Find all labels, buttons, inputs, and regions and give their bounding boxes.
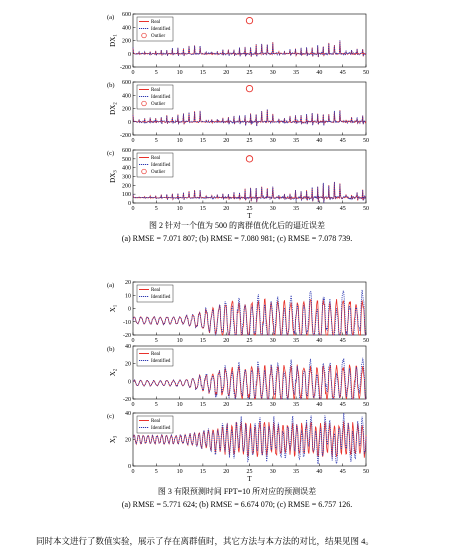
x-tick-label: 25 bbox=[246, 206, 253, 212]
x-tick-label: 25 bbox=[246, 70, 253, 76]
x-tick-label: 20 bbox=[223, 206, 230, 212]
y-axis-label: $X_2$ bbox=[109, 368, 119, 377]
body-paragraph: 同时本文进行了数值实验，展示了存在离群值时，其它方法与本方法的对比，结果见图 4。 bbox=[36, 536, 374, 546]
x-tick-label: 35 bbox=[293, 469, 300, 475]
y-axis-label: $X_1$ bbox=[109, 304, 119, 313]
x-tick-label: 40 bbox=[316, 338, 323, 344]
legend-label: Real bbox=[151, 20, 161, 25]
legend-label: Real bbox=[151, 156, 161, 161]
x-tick-label: 30 bbox=[269, 138, 276, 144]
x-tick-label: 45 bbox=[339, 469, 346, 475]
x-tick-label: 35 bbox=[293, 338, 300, 344]
fig3-caption-rmse: (a) RMSE = 5.771 624; (b) RMSE = 6.674 070; (c) RMSE = 6.757 126. bbox=[121, 500, 353, 509]
legend-label: Identified bbox=[151, 95, 171, 100]
x-tick-label: 35 bbox=[293, 402, 300, 408]
y-tick-label: 0 bbox=[128, 379, 131, 386]
x-tick-label: 15 bbox=[199, 206, 206, 212]
x-tick-label: 40 bbox=[316, 402, 323, 408]
x-tick-label: 30 bbox=[269, 469, 276, 475]
chart-panel-3 bbox=[107, 148, 369, 220]
x-tick-label: 50 bbox=[363, 70, 369, 76]
y-tick-label: 600 bbox=[122, 148, 131, 154]
panel-label: (c) bbox=[107, 413, 115, 420]
legend-label: Identified bbox=[151, 295, 171, 300]
x-tick-label: 25 bbox=[246, 469, 253, 475]
x-tick-label: 20 bbox=[223, 338, 230, 344]
x-tick-label: 30 bbox=[269, 338, 276, 344]
y-axis-label: $DX_3$ bbox=[109, 170, 119, 183]
legend-label: Identified bbox=[151, 359, 171, 364]
x-tick-label: 40 bbox=[316, 469, 323, 475]
x-tick-label: 25 bbox=[246, 138, 253, 144]
legend-label: Real bbox=[151, 88, 161, 93]
y-tick-label: 0 bbox=[128, 119, 131, 126]
x-tick-label: 25 bbox=[246, 402, 253, 408]
series-identified-line bbox=[133, 109, 366, 126]
x-tick-label: 5 bbox=[154, 70, 158, 76]
x-tick-label: 30 bbox=[269, 206, 276, 212]
y-axis-label: $X_3$ bbox=[109, 435, 119, 444]
chart-panel-6 bbox=[107, 411, 369, 483]
x-tick-label: 10 bbox=[176, 206, 183, 212]
y-axis-label: $DX_2$ bbox=[109, 102, 119, 115]
legend-label: Outlier bbox=[151, 34, 166, 39]
y-tick-label: 400 bbox=[122, 25, 131, 32]
legend-label: Real bbox=[151, 288, 161, 293]
x-tick-label: 5 bbox=[154, 402, 158, 408]
x-tick-label: 25 bbox=[246, 338, 253, 344]
outlier-marker bbox=[246, 156, 252, 162]
chart-panel-2 bbox=[107, 80, 369, 144]
y-tick-label: 200 bbox=[122, 106, 131, 113]
x-axis-label: T bbox=[247, 475, 252, 483]
x-tick-label: 0 bbox=[131, 338, 135, 344]
y-tick-label: 300 bbox=[122, 174, 131, 181]
y-tick-label: -20 bbox=[123, 333, 131, 339]
x-tick-label: 35 bbox=[293, 70, 300, 76]
x-tick-label: 5 bbox=[154, 338, 158, 344]
x-tick-label: 45 bbox=[339, 138, 346, 144]
fig2-caption-title: 图 2 针对一个值为 500 的离群值优化后的逼近误差 bbox=[149, 221, 325, 230]
x-tick-label: 0 bbox=[131, 138, 135, 144]
x-tick-label: 15 bbox=[199, 70, 206, 76]
y-tick-label: -200 bbox=[120, 65, 131, 71]
legend-label: Identified bbox=[151, 426, 171, 431]
y-tick-label: 200 bbox=[122, 38, 131, 45]
x-tick-label: 0 bbox=[131, 70, 135, 76]
panel-label: (a) bbox=[107, 282, 115, 289]
x-tick-label: 5 bbox=[154, 138, 158, 144]
x-tick-label: 10 bbox=[176, 138, 183, 144]
fig3-caption-title: 图 3 有限预测时间 FPT=10 所对应的预测误差 bbox=[157, 487, 317, 496]
x-tick-label: 35 bbox=[293, 138, 300, 144]
x-tick-label: 15 bbox=[199, 469, 206, 475]
x-tick-label: 50 bbox=[363, 469, 369, 475]
x-tick-label: 40 bbox=[316, 70, 323, 76]
y-tick-label: 20 bbox=[125, 361, 131, 368]
series-real-line bbox=[133, 110, 366, 126]
chart-panel-1 bbox=[107, 12, 369, 76]
legend-label: Identified bbox=[151, 163, 171, 168]
y-tick-label: 40 bbox=[125, 411, 131, 417]
x-tick-label: 5 bbox=[154, 206, 158, 212]
y-tick-label: 20 bbox=[125, 280, 131, 286]
chart-panel-4 bbox=[107, 280, 369, 344]
x-tick-label: 45 bbox=[339, 402, 346, 408]
legend-label: Outlier bbox=[151, 102, 166, 107]
x-tick-label: 0 bbox=[131, 402, 135, 408]
outlier-marker bbox=[246, 85, 252, 91]
y-tick-label: -20 bbox=[123, 397, 131, 403]
y-tick-label: 0 bbox=[128, 464, 131, 470]
y-tick-label: 20 bbox=[125, 437, 131, 444]
y-axis-label: $DX_1$ bbox=[109, 34, 119, 47]
y-tick-label: 200 bbox=[122, 183, 131, 190]
y-tick-label: 0 bbox=[128, 51, 131, 58]
x-tick-label: 50 bbox=[363, 338, 369, 344]
x-tick-label: 20 bbox=[223, 469, 230, 475]
x-tick-label: 10 bbox=[176, 338, 183, 344]
outlier-marker bbox=[246, 17, 252, 23]
y-tick-label: -10 bbox=[123, 319, 131, 326]
y-tick-label: 100 bbox=[122, 192, 131, 199]
x-tick-label: 20 bbox=[223, 70, 230, 76]
x-tick-label: 15 bbox=[199, 338, 206, 344]
x-tick-label: 5 bbox=[154, 469, 158, 475]
x-tick-label: 15 bbox=[199, 138, 206, 144]
series-identified-line bbox=[133, 182, 366, 203]
x-tick-label: 10 bbox=[176, 469, 183, 475]
y-tick-label: 500 bbox=[122, 156, 131, 163]
y-tick-label: 600 bbox=[122, 12, 131, 18]
panel-label: (c) bbox=[107, 150, 115, 157]
x-tick-label: 40 bbox=[316, 138, 323, 144]
panel-label: (a) bbox=[107, 14, 115, 21]
x-tick-label: 20 bbox=[223, 138, 230, 144]
x-tick-label: 45 bbox=[339, 206, 346, 212]
legend-label: Real bbox=[151, 352, 161, 357]
panel-label: (b) bbox=[107, 82, 115, 89]
x-tick-label: 35 bbox=[293, 206, 300, 212]
x-axis-label: T bbox=[247, 212, 252, 220]
legend-label: Real bbox=[151, 419, 161, 424]
y-tick-label: 0 bbox=[128, 201, 131, 207]
y-tick-label: 400 bbox=[122, 165, 131, 172]
x-tick-label: 20 bbox=[223, 402, 230, 408]
x-tick-label: 50 bbox=[363, 206, 369, 212]
chart-panel-5 bbox=[107, 344, 369, 408]
legend-label: Outlier bbox=[151, 170, 166, 175]
y-tick-label: 600 bbox=[122, 80, 131, 86]
y-tick-label: 10 bbox=[125, 293, 131, 300]
x-tick-label: 15 bbox=[199, 402, 206, 408]
x-tick-label: 0 bbox=[131, 206, 135, 212]
x-tick-label: 40 bbox=[316, 206, 323, 212]
y-tick-label: 40 bbox=[125, 344, 131, 350]
fig2-caption-rmse: (a) RMSE = 7.071 807; (b) RMSE = 7.080 981; (c) RMSE = 7.078 739. bbox=[121, 234, 353, 243]
x-tick-label: 30 bbox=[269, 70, 276, 76]
y-tick-label: 0 bbox=[128, 306, 131, 313]
x-tick-label: 45 bbox=[339, 70, 346, 76]
x-tick-label: 50 bbox=[363, 138, 369, 144]
panel-label: (b) bbox=[107, 346, 115, 353]
y-tick-label: 400 bbox=[122, 93, 131, 100]
x-tick-label: 10 bbox=[176, 70, 183, 76]
x-tick-label: 0 bbox=[131, 469, 135, 475]
legend-label: Identified bbox=[151, 27, 171, 32]
x-tick-label: 30 bbox=[269, 402, 276, 408]
x-tick-label: 10 bbox=[176, 402, 183, 408]
x-tick-label: 45 bbox=[339, 338, 346, 344]
y-tick-label: -200 bbox=[120, 133, 131, 139]
x-tick-label: 50 bbox=[363, 402, 369, 408]
